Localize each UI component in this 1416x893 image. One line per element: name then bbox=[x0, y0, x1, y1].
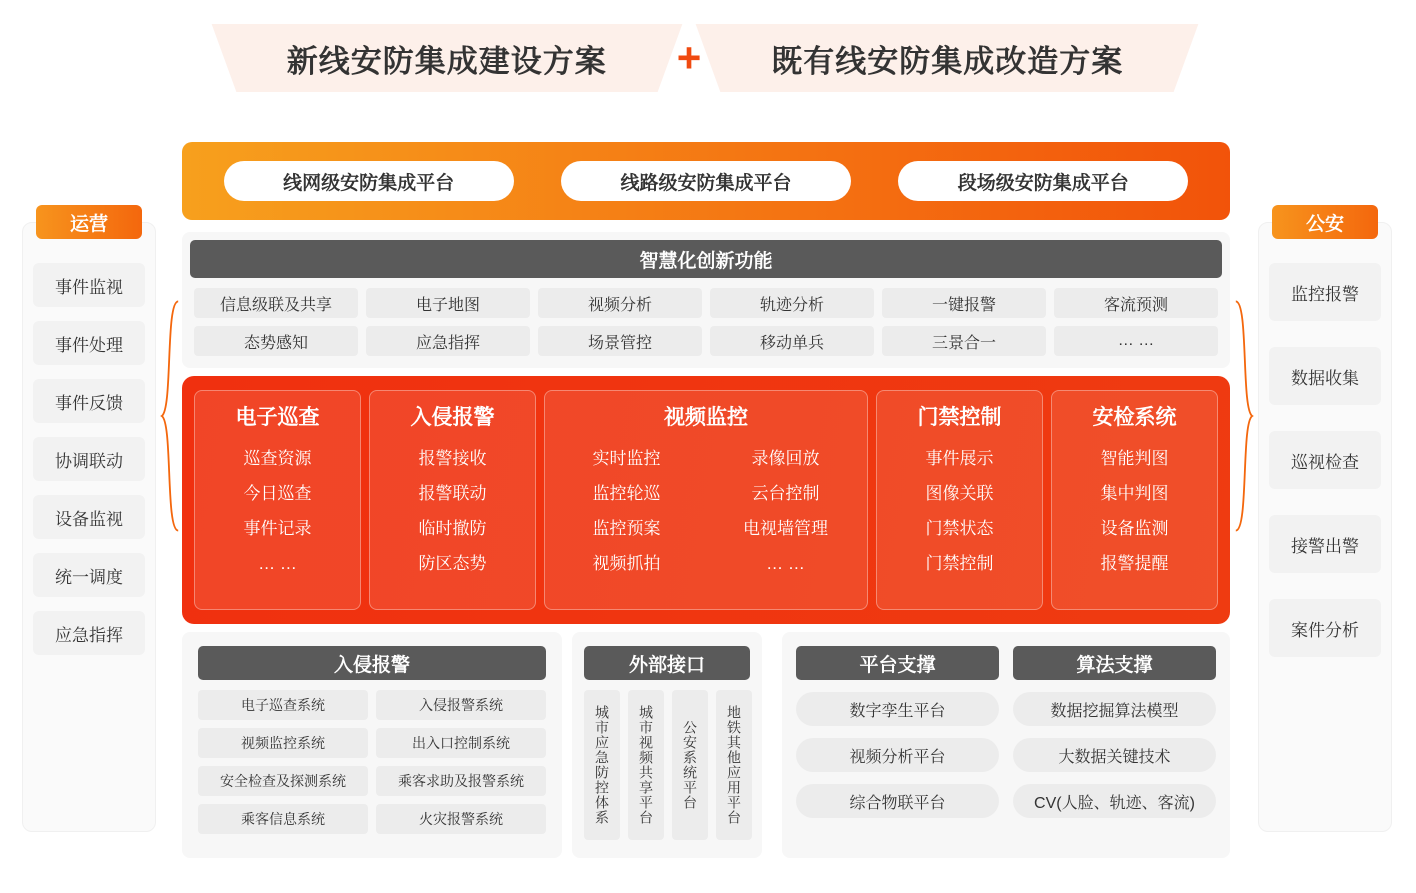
platform-support-item-0[interactable]: 数字孪生平台 bbox=[796, 692, 999, 726]
smart-cell-3[interactable]: 轨迹分析 bbox=[710, 288, 874, 318]
support-block bbox=[782, 632, 1230, 858]
right-rail-item-4[interactable]: 案件分析 bbox=[1269, 599, 1381, 657]
smart-cell-7[interactable]: 应急指挥 bbox=[366, 326, 530, 356]
core-item-security-3[interactable]: 报警提醒 bbox=[1100, 554, 1169, 573]
core-item-patrol-0[interactable]: 巡查资源 bbox=[243, 449, 312, 468]
smart-cell-6[interactable]: 态势感知 bbox=[194, 326, 358, 356]
external-interface-3[interactable]: 地铁其他应用平台 bbox=[716, 690, 752, 840]
left-rail-item-5[interactable]: 统一调度 bbox=[33, 553, 145, 597]
left-brace-icon bbox=[160, 288, 180, 544]
algorithm-support-column bbox=[1013, 646, 1216, 844]
external-interface-1[interactable]: 城市视频共享平台 bbox=[628, 690, 664, 840]
external-interfaces-row bbox=[584, 690, 750, 840]
left-rail-title: 运营 bbox=[36, 205, 142, 239]
core-item-access-3[interactable]: 门禁控制 bbox=[925, 554, 994, 573]
subsystem-chip-5[interactable]: 乘客求助及报警系统 bbox=[376, 766, 546, 796]
subsystem-chip-7[interactable]: 火灾报警系统 bbox=[376, 804, 546, 834]
subsystem-chip-3[interactable]: 出入口控制系统 bbox=[376, 728, 546, 758]
algorithm-support-item-1[interactable]: 大数据关键技术 bbox=[1013, 738, 1216, 772]
core-item-video-4[interactable]: 监控预案 bbox=[592, 519, 661, 538]
subsystem-chip-4[interactable]: 安全检查及探测系统 bbox=[198, 766, 368, 796]
external-interface-0[interactable]: 城市应急防控体系 bbox=[584, 690, 620, 840]
platform-support-title: 平台支撑 bbox=[796, 646, 999, 680]
algorithm-support-item-2[interactable]: CV(人脸、轨迹、客流) bbox=[1013, 784, 1216, 818]
algorithm-support-item-0[interactable]: 数据挖掘算法模型 bbox=[1013, 692, 1216, 726]
core-column-patrol-title: 电子巡查 bbox=[235, 406, 320, 429]
core-column-security-check-items bbox=[1056, 441, 1213, 581]
core-column-access-title: 门禁控制 bbox=[917, 406, 1002, 429]
smart-cell-4[interactable]: 一键报警 bbox=[882, 288, 1046, 318]
core-item-patrol-2[interactable]: 事件记录 bbox=[243, 519, 312, 538]
core-item-security-1[interactable]: 集中判图 bbox=[1100, 484, 1169, 503]
platform-support-column bbox=[796, 646, 999, 844]
header-right-title: 既有线安防集成改造方案 bbox=[725, 24, 1169, 92]
platform-pill-line[interactable]: 线路级安防集成平台 bbox=[561, 161, 851, 201]
core-item-patrol-1[interactable]: 今日巡查 bbox=[243, 484, 312, 503]
smart-functions-grid bbox=[182, 278, 1230, 356]
subsystem-chip-1[interactable]: 入侵报警系统 bbox=[376, 690, 546, 720]
left-rail-item-6[interactable]: 应急指挥 bbox=[33, 611, 145, 655]
core-column-security-check-title: 安检系统 bbox=[1092, 406, 1177, 429]
header-banner bbox=[150, 22, 1260, 94]
core-item-security-2[interactable]: 设备监测 bbox=[1100, 519, 1169, 538]
core-column-patrol-items bbox=[199, 441, 356, 581]
smart-cell-1[interactable]: 电子地图 bbox=[366, 288, 530, 318]
core-item-intrusion-0[interactable]: 报警接收 bbox=[418, 449, 487, 468]
platform-support-item-2[interactable]: 综合物联平台 bbox=[796, 784, 999, 818]
left-rail-item-2[interactable]: 事件反馈 bbox=[33, 379, 145, 423]
external-interfaces-block bbox=[572, 632, 762, 858]
core-column-video-items bbox=[549, 441, 863, 581]
left-rail-item-3[interactable]: 协调联动 bbox=[33, 437, 145, 481]
left-rail-item-1[interactable]: 事件处理 bbox=[33, 321, 145, 365]
platform-pill-depot[interactable]: 段场级安防集成平台 bbox=[898, 161, 1188, 201]
core-column-intrusion-items bbox=[374, 441, 531, 581]
smart-cell-5[interactable]: 客流预测 bbox=[1054, 288, 1218, 318]
header-left-title: 新线安防集成建设方案 bbox=[241, 24, 653, 92]
right-rail-item-2[interactable]: 巡视检查 bbox=[1269, 431, 1381, 489]
core-column-access bbox=[876, 390, 1043, 610]
core-item-video-7[interactable]: … … bbox=[766, 554, 805, 573]
smart-functions-title: 智慧化创新功能 bbox=[190, 240, 1222, 278]
external-interface-2[interactable]: 公安系统平台 bbox=[672, 690, 708, 840]
subsystem-chip-0[interactable]: 电子巡查系统 bbox=[198, 690, 368, 720]
algorithm-support-title: 算法支撑 bbox=[1013, 646, 1216, 680]
left-rail-item-4[interactable]: 设备监视 bbox=[33, 495, 145, 539]
core-item-intrusion-2[interactable]: 临时撤防 bbox=[418, 519, 487, 538]
subsystems-grid bbox=[198, 690, 546, 834]
core-item-video-2[interactable]: 监控轮巡 bbox=[592, 484, 661, 503]
left-rail-item-0[interactable]: 事件监视 bbox=[33, 263, 145, 307]
core-column-intrusion bbox=[369, 390, 536, 610]
plus-symbol: + bbox=[676, 34, 702, 81]
core-item-security-0[interactable]: 智能判图 bbox=[1100, 449, 1169, 468]
core-item-video-1[interactable]: 录像回放 bbox=[751, 449, 820, 468]
subsystem-chip-6[interactable]: 乘客信息系统 bbox=[198, 804, 368, 834]
core-item-video-5[interactable]: 电视墙管理 bbox=[743, 519, 828, 538]
right-rail-item-3[interactable]: 接警出警 bbox=[1269, 515, 1381, 573]
core-column-access-items bbox=[881, 441, 1038, 581]
core-item-access-1[interactable]: 图像关联 bbox=[925, 484, 994, 503]
right-rail-title: 公安 bbox=[1272, 205, 1378, 239]
core-item-access-0[interactable]: 事件展示 bbox=[925, 449, 994, 468]
core-item-video-6[interactable]: 视频抓拍 bbox=[592, 554, 661, 573]
core-item-intrusion-1[interactable]: 报警联动 bbox=[418, 484, 487, 503]
core-column-patrol bbox=[194, 390, 361, 610]
platform-support-item-1[interactable]: 视频分析平台 bbox=[796, 738, 999, 772]
right-rail bbox=[1258, 213, 1392, 832]
smart-cell-2[interactable]: 视频分析 bbox=[538, 288, 702, 318]
core-item-access-2[interactable]: 门禁状态 bbox=[925, 519, 994, 538]
smart-cell-9[interactable]: 移动单兵 bbox=[710, 326, 874, 356]
right-rail-item-1[interactable]: 数据收集 bbox=[1269, 347, 1381, 405]
left-rail bbox=[22, 213, 156, 832]
subsystems-title: 入侵报警 bbox=[198, 646, 546, 680]
core-column-video-title: 视频监控 bbox=[664, 406, 748, 429]
core-column-security-check bbox=[1051, 390, 1218, 610]
subsystem-chip-2[interactable]: 视频监控系统 bbox=[198, 728, 368, 758]
core-column-video bbox=[544, 390, 868, 610]
smart-cell-0[interactable]: 信息级联及共享 bbox=[194, 288, 358, 318]
smart-functions-block bbox=[182, 232, 1230, 368]
right-brace-icon bbox=[1234, 288, 1254, 544]
core-item-intrusion-3[interactable]: 防区态势 bbox=[418, 554, 487, 573]
smart-cell-8[interactable]: 场景管控 bbox=[538, 326, 702, 356]
subsystems-block bbox=[182, 632, 562, 858]
platform-bar bbox=[182, 142, 1230, 220]
core-item-video-0[interactable]: 实时监控 bbox=[592, 449, 661, 468]
platform-pill-network[interactable]: 线网级安防集成平台 bbox=[224, 161, 514, 201]
smart-cell-10[interactable]: 三景合一 bbox=[882, 326, 1046, 356]
external-interfaces-title: 外部接口 bbox=[584, 646, 750, 680]
core-item-video-3[interactable]: 云台控制 bbox=[751, 484, 820, 503]
core-column-intrusion-title: 入侵报警 bbox=[410, 406, 495, 429]
right-rail-item-0[interactable]: 监控报警 bbox=[1269, 263, 1381, 321]
core-item-patrol-3[interactable]: … … bbox=[258, 554, 297, 573]
smart-cell-11[interactable]: … … bbox=[1054, 326, 1218, 356]
core-systems-block bbox=[182, 376, 1230, 624]
